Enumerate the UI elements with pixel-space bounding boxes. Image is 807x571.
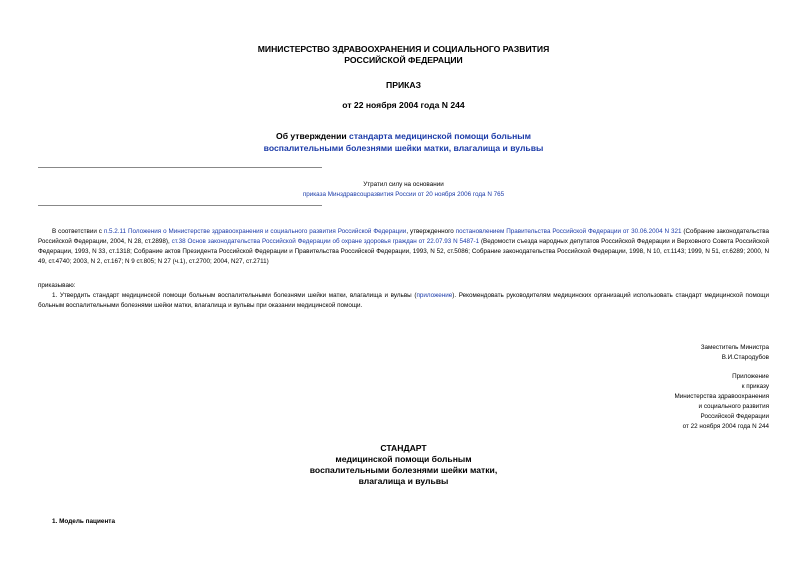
order-word: приказываю: (38, 282, 76, 289)
divider-bottom (38, 205, 322, 206)
repeal-notice-text: Утратил силу на основании (363, 181, 444, 188)
doc-date: от 22 ноября 2004 года N 244 (342, 100, 465, 110)
subject-prefix: Об утверждении (276, 131, 350, 141)
doc-subject (0, 130, 807, 154)
signature-position: Заместитель Министра (700, 344, 769, 351)
divider-top (38, 167, 322, 168)
standard-heading: СТАНДАРТ (380, 443, 427, 453)
appendix-link[interactable]: приложение (416, 292, 453, 299)
ministry-line-1: МИНИСТЕРСТВО ЗДРАВООХРАНЕНИЯ И СОЦИАЛЬНОГО РАЗВИТИЯ (257, 44, 550, 54)
standard-title: СТАНДАРТ медицинской помощи больным воспалительными болезнями шейки матки, влагалища и вульвы (0, 443, 807, 487)
signature-block (701, 343, 769, 363)
subject-standard-link-cont[interactable]: воспалительными болезнями шейки матки, влагалища и вульвы (263, 143, 544, 153)
doc-type: ПРИКАЗ (386, 80, 421, 90)
preamble-paragraph: В соответствии с п.5.2.11 Положения о Министерстве здравоохранения и социального развития Российской Федерации, утвержденного постановлением Правительства Российской Федерации от 30.06.2004 N 321 (Собрание законодательства Российской Федерации, 2004, N 28, ст.2898), ст.38 Основ законодательства Российской Федерации об охране здоровья граждан от 22.07.93 N 5487-1 (Ведомости съезда народных депутатов Российской Федерации и Верховного Совета Российской Федерации, 1993, N 33, ст.1318; Собрание актов Президента Российской Федерации и Правительства Российской Федерации, 1993, N 52, ст.5086; Собрание законодательства Российской Федерации, 1998, N 10, ст.1143; 1999, N 51, ст.6289; 2000, N 49, ст.4740; 2003, N 2, ст.167; N 9 ст.805; N 27 (ч.1), ст.2700; 2004, N27, ст.2711) (38, 228, 770, 265)
health-law-link[interactable]: ст.38 Основ законодательства Российской Федерации об охране здоровья граждан от 22.07.93 N 5487-1 (171, 238, 480, 245)
section-heading-patient-model: 1. Модель пациента (52, 518, 115, 525)
signature-name: В.И.Стародубов (721, 354, 769, 361)
repeal-order-link[interactable]: приказа Минздравсоцразвития России от 20 ноября 2006 года N 765 (302, 191, 505, 198)
government-resolution-link[interactable]: постановлением Правительства Российской Федерации от 30.06.2004 N 321 (455, 228, 682, 235)
repeal-notice (0, 180, 807, 200)
order-item-1: 1. Утвердить стандарт медицинской помощи больным воспалительными болезнями шейки матки, влагалища и вульвы (приложение). Рекомендовать руководителям медицинских организаций использовать стандарт медицинской помощи больным воспалительными болезнями шейки матки, влагалища и вульвы при оказании медицинской помощи. (38, 292, 769, 309)
subject-standard-link[interactable]: стандарта медицинской помощи больным (349, 131, 531, 141)
ministry-line-2: РОССИЙСКОЙ ФЕДЕРАЦИИ (344, 55, 463, 65)
ministry-title (0, 44, 807, 66)
appendix-header: Приложение к приказу Министерства здравоохранения и социального развития Российской Федерации от 22 ноября 2004 года N 244 (674, 373, 769, 430)
regulation-link[interactable]: п.5.2.11 Положения о Министерстве здравоохранения и социального развития Российской Федерации (103, 228, 407, 235)
